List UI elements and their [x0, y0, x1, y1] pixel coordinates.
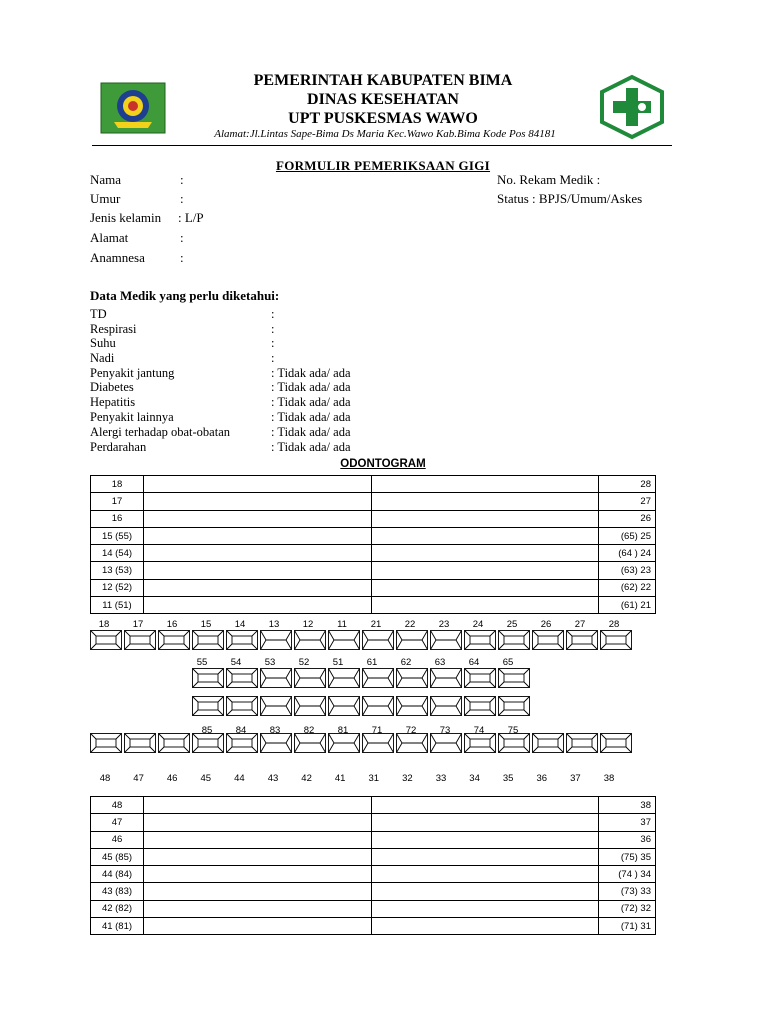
tooth-diagram[interactable]: [91, 734, 122, 753]
tooth-notes-left[interactable]: [144, 562, 372, 579]
tooth-number: 34: [469, 773, 480, 784]
tooth-number: 31: [368, 773, 380, 784]
umur-label: Umur: [90, 191, 121, 206]
tooth-diagram[interactable]: [329, 631, 360, 650]
tooth-diagram[interactable]: [363, 697, 394, 716]
tooth-number: 51: [332, 657, 344, 668]
tooth-number: 41: [334, 773, 346, 784]
tooth-label-left: 42 (82): [91, 900, 144, 917]
alamat-field[interactable]: :: [180, 230, 184, 245]
tooth-number: 84: [235, 725, 247, 736]
tooth-label-left: 15 (55): [91, 527, 144, 544]
tooth-notes-right[interactable]: [371, 527, 599, 544]
tooth-number: 61: [366, 657, 378, 668]
tooth-number: 27: [574, 619, 586, 630]
tooth-label-left: 43 (83): [91, 883, 144, 900]
tooth-diagram[interactable]: [295, 631, 326, 650]
tooth-label-right: (61) 21: [599, 597, 656, 614]
tooth-number: 44: [234, 773, 245, 784]
tooth-diagram[interactable]: [601, 631, 632, 650]
medical-label: Penyakit lainnya: [90, 410, 174, 424]
rekam-medik-field[interactable]: No. Rekam Medik :: [497, 172, 601, 187]
tooth-label-right: 38: [599, 797, 656, 814]
tooth-number: 72: [405, 725, 417, 736]
tooth-diagram[interactable]: [533, 734, 564, 753]
medical-value[interactable]: :: [271, 307, 275, 321]
tooth-number: 64: [468, 657, 480, 668]
odontogram-title: ODONTOGRAM: [340, 458, 426, 470]
tooth-notes-right[interactable]: [371, 597, 599, 614]
tooth-label-right: (72) 32: [599, 900, 656, 917]
tooth-label-left: 14 (54): [91, 545, 144, 562]
medical-label: Suhu: [90, 336, 116, 350]
tooth-label-right: (64 ) 24: [599, 545, 656, 562]
tooth-label-right: (62) 22: [599, 579, 656, 596]
tooth-number: 15: [200, 619, 212, 630]
tooth-diagram[interactable]: [499, 697, 530, 716]
tooth-diagram[interactable]: [397, 734, 428, 753]
tooth-diagram[interactable]: [261, 631, 292, 650]
tooth-number: 83: [269, 725, 281, 736]
tooth-diagram[interactable]: [125, 631, 156, 650]
nama-field[interactable]: :: [180, 172, 184, 187]
tooth-notes-left[interactable]: [144, 918, 372, 935]
table-row: [91, 918, 656, 935]
medical-value[interactable]: : Tidak ada/ ada: [271, 395, 351, 409]
tooth-diagram[interactable]: [601, 734, 632, 753]
medical-label: Alergi terhadap obat-obatan: [90, 425, 230, 439]
medical-value[interactable]: : Tidak ada/ ada: [271, 410, 351, 424]
jenis-kelamin-label: Jenis kelamin: [90, 210, 162, 225]
tooth-diagram[interactable]: [431, 631, 462, 650]
tooth-number: 45: [200, 773, 212, 784]
tooth-diagram[interactable]: [295, 669, 326, 688]
tooth-diagram[interactable]: [261, 697, 292, 716]
tooth-notes-left[interactable]: [144, 848, 372, 865]
tooth-number: 25: [506, 619, 518, 630]
tooth-number: 85: [201, 725, 213, 736]
tooth-diagram[interactable]: [227, 697, 258, 716]
tooth-notes-right[interactable]: [371, 562, 599, 579]
medical-value[interactable]: : Tidak ada/ ada: [271, 440, 351, 454]
tooth-number: 55: [196, 657, 208, 668]
tooth-diagram[interactable]: [193, 734, 224, 753]
tooth-diagram[interactable]: [499, 734, 530, 753]
tooth-label-right: (74 ) 34: [599, 866, 656, 883]
tooth-number: 35: [502, 773, 514, 784]
tooth-label-right: (73) 33: [599, 883, 656, 900]
tooth-label-left: 16: [91, 510, 144, 527]
tooth-label-right: 37: [599, 814, 656, 831]
anamnesa-label: Anamnesa: [90, 250, 145, 265]
lower-deciduous-teeth: [192, 696, 532, 718]
tooth-notes-left[interactable]: [144, 545, 372, 562]
medical-value[interactable]: :: [271, 336, 275, 350]
tooth-number: 43: [267, 773, 279, 784]
tooth-number: 37: [570, 773, 581, 784]
tooth-diagram[interactable]: [295, 734, 326, 753]
jenis-kelamin-field[interactable]: : L/P: [178, 210, 204, 225]
tooth-label-left: 44 (84): [91, 866, 144, 883]
tooth-label-right: 27: [599, 493, 656, 510]
header-line1: PEMERINTAH KABUPATEN BIMA: [253, 72, 513, 89]
tooth-number: 52: [298, 657, 310, 668]
tooth-number: 46: [166, 773, 178, 784]
tooth-label-left: 48: [91, 797, 144, 814]
tooth-notes-left[interactable]: [144, 866, 372, 883]
tooth-diagram[interactable]: [329, 734, 360, 753]
tooth-notes-left[interactable]: [144, 527, 372, 544]
tooth-label-left: 17: [91, 493, 144, 510]
bima-regency-logo: [100, 82, 166, 134]
table-row: [91, 545, 656, 562]
tooth-diagram[interactable]: [363, 734, 394, 753]
upper-deciduous-teeth: [192, 668, 532, 690]
tooth-notes-left[interactable]: [144, 597, 372, 614]
tooth-number: 63: [434, 657, 446, 668]
tooth-notes-left[interactable]: [144, 883, 372, 900]
tooth-label-left: 41 (81): [91, 918, 144, 935]
tooth-number: 82: [303, 725, 315, 736]
table-row: [91, 900, 656, 917]
tooth-number: 33: [435, 773, 447, 784]
header-address: Alamat:Jl.Lintas Sape-Bima Ds Maria Kec.Wawo Kab.Bima Kode Pos 84181: [214, 128, 556, 140]
medical-value[interactable]: : Tidak ada/ ada: [271, 366, 351, 380]
tooth-number: 75: [507, 725, 519, 736]
tooth-number: 48: [99, 773, 111, 784]
tooth-number: 28: [608, 619, 620, 630]
tooth-notes-left[interactable]: [144, 814, 372, 831]
table-row: [91, 476, 656, 493]
medical-heading: Data Medik yang perlu diketahui:: [90, 288, 280, 303]
tooth-notes-right[interactable]: [371, 545, 599, 562]
tooth-diagram[interactable]: [363, 631, 394, 650]
header-line3: UPT PUSKESMAS WAWO: [288, 110, 478, 127]
medical-label: Perdarahan: [90, 440, 147, 454]
table-row: [91, 510, 656, 527]
tooth-number: 73: [439, 725, 451, 736]
tooth-label-right: (71) 31: [599, 918, 656, 935]
tooth-notes-right[interactable]: [371, 900, 599, 917]
tooth-diagram[interactable]: [499, 669, 530, 688]
upper-permanent-teeth: [90, 630, 636, 652]
header-line2: DINAS KESEHATAN: [307, 91, 459, 108]
tooth-diagram[interactable]: [567, 734, 598, 753]
tooth-diagram[interactable]: [193, 669, 224, 688]
tooth-notes-left[interactable]: [144, 900, 372, 917]
tooth-diagram[interactable]: [431, 669, 462, 688]
umur-field[interactable]: :: [180, 191, 184, 206]
tooth-number: 18: [98, 619, 110, 630]
table-row: [91, 883, 656, 900]
tooth-number: 21: [370, 619, 382, 630]
tooth-notes-right[interactable]: [371, 918, 599, 935]
tooth-notes-right[interactable]: [371, 831, 599, 848]
tooth-number: 32: [402, 773, 413, 784]
tooth-label-right: 28: [599, 476, 656, 493]
tooth-number: 38: [603, 773, 615, 784]
table-row: [91, 866, 656, 883]
tooth-notes-left[interactable]: [144, 510, 372, 527]
medical-label: Hepatitis: [90, 395, 136, 409]
tooth-number: 12: [302, 619, 314, 630]
tooth-notes-right[interactable]: [371, 579, 599, 596]
tooth-number: 42: [301, 773, 312, 784]
tooth-diagram[interactable]: [295, 697, 326, 716]
table-row: [91, 579, 656, 596]
tooth-diagram[interactable]: [397, 631, 428, 650]
tooth-number: 74: [473, 725, 485, 736]
tooth-diagram[interactable]: [261, 669, 292, 688]
tooth-notes-right[interactable]: [371, 797, 599, 814]
medical-label: Diabetes: [90, 380, 134, 394]
tooth-label-left: 45 (85): [91, 848, 144, 865]
tooth-diagram[interactable]: [465, 697, 496, 716]
tooth-notes-left[interactable]: [144, 831, 372, 848]
table-row: [91, 831, 656, 848]
tooth-diagram[interactable]: [227, 631, 258, 650]
tooth-number: 53: [264, 657, 276, 668]
tooth-notes-right[interactable]: [371, 476, 599, 493]
form-title: FORMULIR PEMERIKSAAN GIGI: [275, 158, 491, 173]
tooth-number: 36: [536, 773, 548, 784]
tooth-number: 16: [166, 619, 178, 630]
tooth-diagram[interactable]: [431, 697, 462, 716]
tooth-label-right: (75) 35: [599, 848, 656, 865]
tooth-notes-right[interactable]: [371, 510, 599, 527]
tooth-label-right: (65) 25: [599, 527, 656, 544]
tooth-number: 11: [337, 619, 347, 630]
tooth-diagram[interactable]: [193, 697, 224, 716]
table-row: [91, 493, 656, 510]
table-row: [91, 597, 656, 614]
tooth-diagram[interactable]: [567, 631, 598, 650]
tooth-diagram[interactable]: [227, 669, 258, 688]
tooth-number: 22: [404, 619, 416, 630]
tooth-notes-left[interactable]: [144, 579, 372, 596]
tooth-diagram[interactable]: [397, 669, 428, 688]
tooth-label-left: 47: [91, 814, 144, 831]
tooth-notes-left[interactable]: [144, 476, 372, 493]
tooth-diagram[interactable]: [125, 734, 156, 753]
tooth-diagram[interactable]: [227, 734, 258, 753]
table-row: [91, 848, 656, 865]
tooth-notes-right[interactable]: [371, 866, 599, 883]
tooth-label-left: 12 (52): [91, 579, 144, 596]
medical-label: Penyakit jantung: [90, 366, 175, 380]
tooth-label-left: 18: [91, 476, 144, 493]
tooth-notes-right[interactable]: [371, 848, 599, 865]
tooth-diagram[interactable]: [533, 631, 564, 650]
status-field[interactable]: Status : BPJS/Umum/Askes: [497, 191, 643, 206]
medical-label: Nadi: [90, 351, 115, 365]
anamnesa-field[interactable]: :: [180, 250, 184, 265]
tooth-number: 71: [371, 725, 383, 736]
medical-label: Respirasi: [90, 322, 137, 336]
lower-teeth-table: [90, 796, 656, 935]
puskesmas-logo: [598, 74, 666, 140]
tooth-number: 17: [132, 619, 144, 630]
tooth-number: 14: [234, 619, 246, 630]
tooth-diagram[interactable]: [261, 734, 292, 753]
tooth-notes-left[interactable]: [144, 797, 372, 814]
tooth-notes-right[interactable]: [371, 493, 599, 510]
tooth-diagram[interactable]: [329, 697, 360, 716]
tooth-label-left: 13 (53): [91, 562, 144, 579]
tooth-label-right: 36: [599, 831, 656, 848]
medical-label: TD: [90, 307, 107, 321]
nama-label: Nama: [90, 172, 122, 187]
tooth-number: 47: [133, 773, 144, 784]
tooth-label-left: 46: [91, 831, 144, 848]
medical-value[interactable]: : Tidak ada/ ada: [271, 425, 351, 439]
lower-permanent-teeth: [90, 733, 636, 755]
tooth-label-right: (63) 23: [599, 562, 656, 579]
tooth-number: 24: [472, 619, 484, 630]
tooth-number: 23: [438, 619, 450, 630]
tooth-number: 62: [400, 657, 412, 668]
alamat-label: Alamat: [90, 230, 129, 245]
table-row: [91, 527, 656, 544]
tooth-diagram[interactable]: [329, 669, 360, 688]
tooth-diagram[interactable]: [159, 734, 190, 753]
tooth-notes-right[interactable]: [371, 814, 599, 831]
tooth-diagram[interactable]: [465, 734, 496, 753]
tooth-number: 26: [540, 619, 552, 630]
medical-value[interactable]: :: [271, 322, 275, 336]
header-divider: [92, 145, 672, 146]
medical-value[interactable]: : Tidak ada/ ada: [271, 380, 351, 394]
tooth-number: 54: [230, 657, 242, 668]
tooth-diagram[interactable]: [465, 669, 496, 688]
table-row: [91, 814, 656, 831]
table-row: [91, 797, 656, 814]
tooth-number: 13: [268, 619, 280, 630]
tooth-notes-right[interactable]: [371, 883, 599, 900]
tooth-label-left: 11 (51): [91, 597, 144, 614]
tooth-number: 81: [337, 725, 349, 736]
tooth-diagram[interactable]: [91, 631, 122, 650]
medical-value[interactable]: :: [271, 351, 275, 365]
upper-teeth-table: [90, 475, 656, 614]
tooth-number: 65: [502, 657, 514, 668]
tooth-diagram[interactable]: [397, 697, 428, 716]
table-row: [91, 562, 656, 579]
tooth-diagram[interactable]: [465, 631, 496, 650]
tooth-notes-left[interactable]: [144, 493, 372, 510]
tooth-diagram[interactable]: [193, 631, 224, 650]
tooth-diagram[interactable]: [431, 734, 462, 753]
tooth-diagram[interactable]: [499, 631, 530, 650]
tooth-label-right: 26: [599, 510, 656, 527]
tooth-diagram[interactable]: [363, 669, 394, 688]
tooth-diagram[interactable]: [159, 631, 190, 650]
